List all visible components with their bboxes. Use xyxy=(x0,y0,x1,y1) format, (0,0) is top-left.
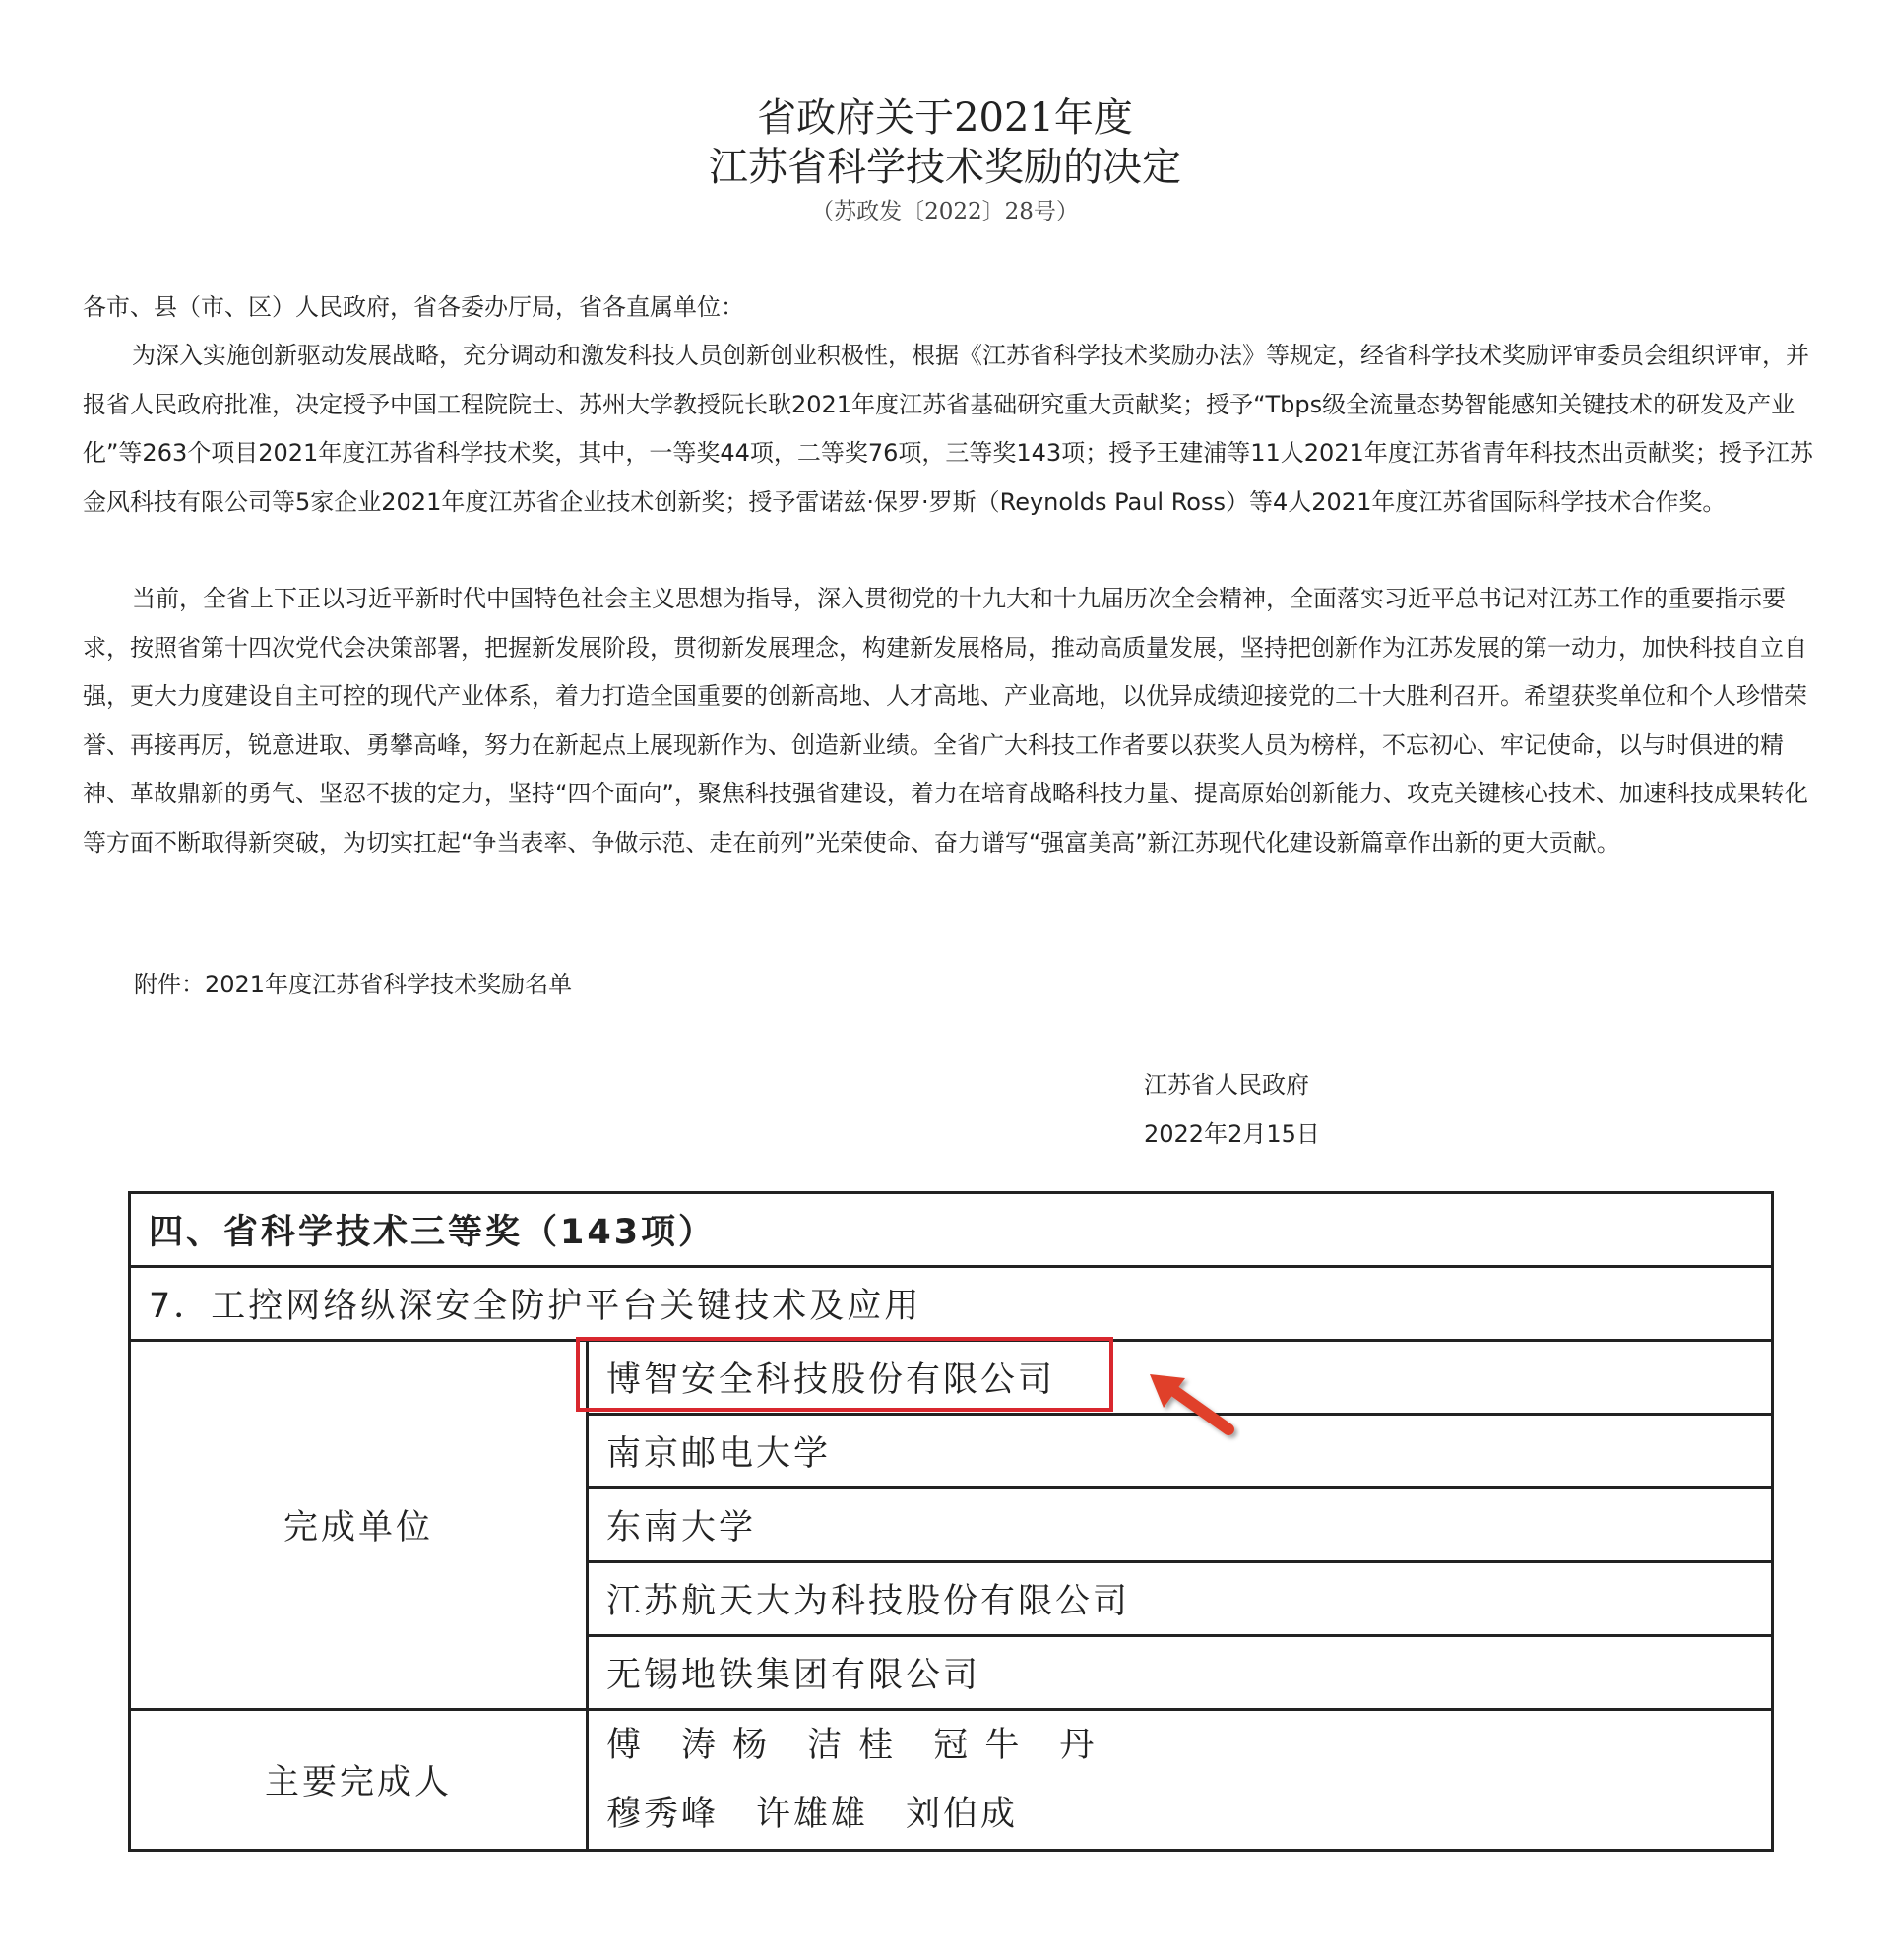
unit-cell: 江苏航天大为科技股份有限公司 xyxy=(588,1562,1773,1636)
attachment-note: 附件：2021年度江苏省科学技术奖励名单 xyxy=(134,971,573,998)
signature-org: 江苏省人民政府 xyxy=(1144,1071,1309,1099)
project-title: 7．工控网络纵深安全防护平台关键技术及应用 xyxy=(130,1267,1773,1341)
document-title-line2: 江苏省科学技术奖励的决定 xyxy=(709,145,1181,190)
unit-cell: 东南大学 xyxy=(588,1488,1773,1562)
signature-date: 2022年2月15日 xyxy=(1144,1120,1320,1148)
table-row xyxy=(130,1710,1773,1851)
units-label: 完成单位 xyxy=(130,1341,588,1710)
table-row xyxy=(130,1267,1773,1341)
paragraph-1-text: 为深入实施创新驱动发展战略，充分调动和激发科技人员创新创业积极性，根据《江苏省科学技术奖励办法》等规定，经省科学技术奖励评审委员会组织评审，并报省人民政府批准，决定授予中国工程院院士、苏州大学教授阮长耿2021年度江苏省基础研究重大贡献奖；授予“Tbps级全流量态势智能感知关键技术的研发及产业化”等263个项目2021年度江苏省科学技术奖，其中，一等奖44项，二等奖76项，三等奖143项；授予王建浦等11人2021年度江苏省青年科技杰出贡献奖；授予江苏金风科技有限公司等5家企业2021年度江苏省企业技术创新奖；授予雷诺兹·保罗·罗斯（Reynolds Paul Ross）等4人2021年度江苏省国际科学技术合作奖。 xyxy=(83,342,1813,516)
pointer-arrow-icon xyxy=(1142,1364,1240,1443)
persons-cell xyxy=(588,1710,1773,1851)
document-number: （苏政发〔2022〕28号） xyxy=(811,199,1079,224)
unit-cell: 博智安全科技股份有限公司 xyxy=(588,1341,1773,1415)
paragraph-2 xyxy=(83,575,1815,867)
highlight-box xyxy=(576,1337,1113,1412)
table-row xyxy=(130,1193,1773,1267)
persons-line-2: 穆秀峰 许雄雄 刘伯成 xyxy=(606,1795,1019,1834)
salutation: 各市、县（市、区）人民政府，省各委办厅局，省各直属单位： xyxy=(83,293,744,321)
paragraph-1 xyxy=(83,332,1815,527)
unit-cell: 南京邮电大学 xyxy=(588,1415,1773,1488)
paragraph-2-text: 当前，全省上下正以习近平新时代中国特色社会主义思想为指导，深入贯彻党的十九大和十九届历次全会精神，全面落实习近平总书记对江苏工作的重要指示要求，按照省第十四次党代会决策部署，把握新发展阶段，贯彻新发展理念，构建新发展格局，推动高质量发展，坚持把创新作为江苏发展的第一动力，加快科技自立自强，更大力度建设自主可控的现代产业体系，着力打造全国重要的创新高地、人才高地、产业高地，以优异成绩迎接党的二十大胜利召开。希望获奖单位和个人珍惜荣誉、再接再厉，锐意进取、勇攀高峰，努力在新起点上展现新作为、创造新业绩。全省广大科技工作者要以获奖人员为榜样，不忘初心、牢记使命，以与时俱进的精神、革故鼎新的勇气、坚忍不拔的定力，坚持“四个面向”，聚焦科技强省建设，着力在培育战略科技力量、提高原始创新能力、攻克关键核心技术、加速科技成果转化等方面不断取得新突破，为切实扛起“争当表率、争做示范、走在前列”光荣使命、奋力谱写“强富美高”新江苏现代化建设新篇章作出新的更大贡献。 xyxy=(83,585,1808,856)
unit-cell: 无锡地铁集团有限公司 xyxy=(588,1636,1773,1710)
award-section-title: 四、省科学技术三等奖（143项） xyxy=(130,1193,1773,1267)
document-title-line1: 省政府关于2021年度 xyxy=(757,95,1133,141)
persons-label: 主要完成人 xyxy=(130,1710,588,1851)
award-table xyxy=(128,1191,1774,1852)
persons-line-1: 傅 涛 杨 洁 桂 冠 牛 丹 xyxy=(606,1726,1098,1765)
